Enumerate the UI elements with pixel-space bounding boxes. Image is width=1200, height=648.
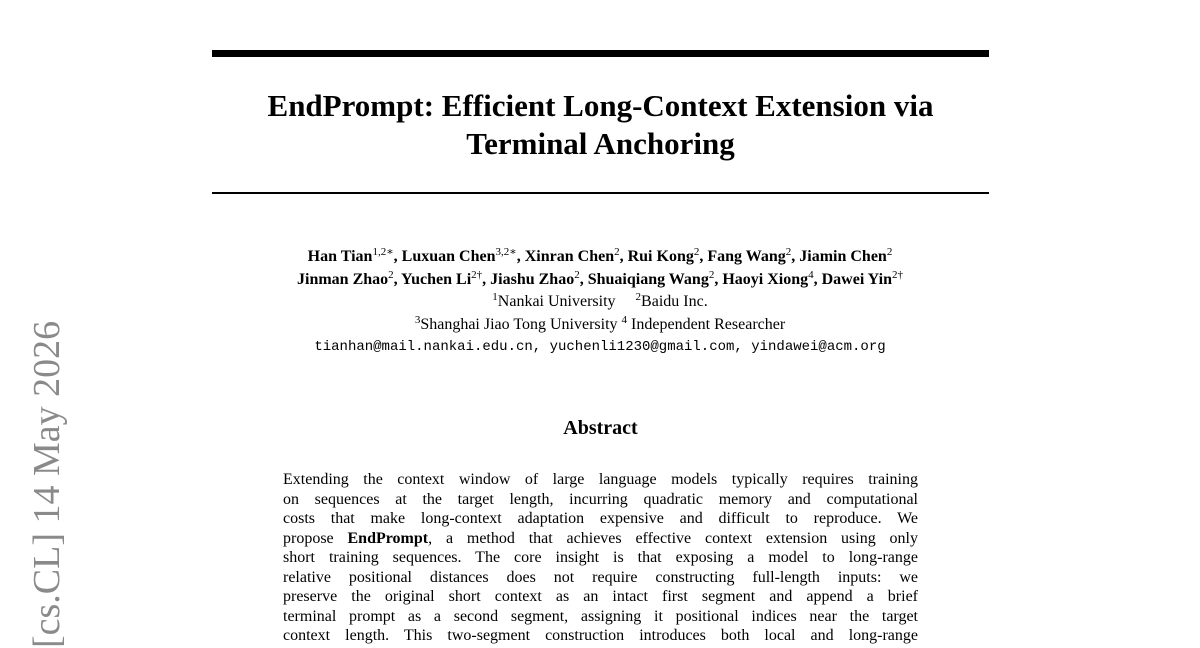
affiliation-nankai: Nankai University [497,293,616,310]
author-name: Yuchen Li [401,270,472,288]
authors-line-1: Han Tian$^{1,2∗}$, Luxuan Chen$^{3,2∗}$, Xinran Chen$^2$, Rui Kong$^2$, Fang Wang$^2$, Jiamin Chen$^2$ [307,246,893,265]
author-affiliation-mark: 2 [693,246,700,258]
abstract-line: on sequences at the target length, incurring quadratic memory and computational [283,490,918,508]
affiliation-baidu: Baidu Inc. [641,293,708,310]
affiliation-1-mark: 1 [492,291,498,303]
affiliation-sjtu: Shanghai Jiao Tong University [420,315,618,333]
affiliation-4-mark: 4 [621,313,628,326]
author-block [150,246,1050,359]
abstract-line: costs that make long-context adaptation expensive and difficult to reproduce. We [283,510,918,527]
author-affiliation-mark: 1,2∗ [372,246,394,258]
author-name: Xinran Chen [524,248,615,265]
abstract-line: relative positional distances does not require constructing full-length inputs: we [283,568,918,586]
affiliations-line-2 [150,314,1050,337]
author-name: Jinman Zhao [297,270,389,288]
affiliation-2-mark: 2 [635,291,642,303]
author-emails[interactable]: tianhan@mail.nankai.edu.cn, yuchenli1230@gmail.com, yindawei@acm.org [314,339,886,355]
affiliation-independent: Independent Researcher [631,315,786,333]
paper-title [212,87,989,163]
author-affiliation-mark: 2 [574,268,580,281]
author-affiliation-mark: 2 [708,268,715,281]
abstract-line [283,529,918,549]
affiliation-3-mark: 3 [414,313,421,326]
abstract-text: propose [283,529,348,547]
author-affiliation-mark: 2 [785,246,792,258]
author-name: Haoyi Xiong [722,270,809,288]
author-name: Han Tian [307,248,373,265]
title-rule [212,192,989,194]
author-name: Jiashu Zhao [490,270,575,288]
author-name: Shuaiqiang Wang [587,270,709,288]
top-rule [212,50,989,57]
abstract-text: , a method that achieves effective context extension using only [428,529,919,547]
author-name: Dawei Yin [821,270,892,288]
author-name: Rui Kong [627,248,694,265]
author-affiliation-mark: 2 [886,246,893,258]
abstract-line: context length. This two-segment construction introduces both local and long-range [283,627,918,644]
author-name: Fang Wang [707,248,786,265]
author-affiliation-mark: 4 [808,268,814,281]
title-line-2: Terminal Anchoring [466,126,735,161]
authors-line-2: Jinman Zhao$^2$, Yuchen $Li^{2\dagger}$, Jiashu Zhao$^2$, Shuaiqiang Wang$^2$, Haoyi Xiong$^4$, Dawei Yin$^{2\dagger}$ [297,268,903,288]
title-line-1: EndPrompt: Efficient Long-Context Extension via [267,88,934,123]
author-affiliation-mark: 2 [388,268,394,281]
author-affiliation-mark: 3,2∗ [495,246,517,258]
abstract-line: terminal prompt as a second segment, assigning it positional indices near the target [283,607,918,625]
abstract-line: short training sequences. The core insight is that exposing a model to long-range [283,549,918,566]
author-name: Jiamin Chen [799,248,887,265]
abstract-line: preserve the original short context as an intact first segment and append a brief [283,588,918,605]
author-affiliation-mark: 2† [891,268,903,281]
abstract-heading: Abstract [563,417,638,439]
author-affiliation-mark: 2† [471,268,483,281]
author-affiliation-mark: 2 [614,246,620,258]
affiliations-line-1 [150,291,1050,314]
author-name: Luxuan Chen [401,248,496,265]
abstract-body [283,470,918,646]
method-name: EndPrompt [347,529,429,547]
arxiv-identifier-stamp: [cs.CL] 14 May 2026 [26,320,68,648]
abstract-line: Extending the context window of large language models typically requires training [283,471,918,488]
